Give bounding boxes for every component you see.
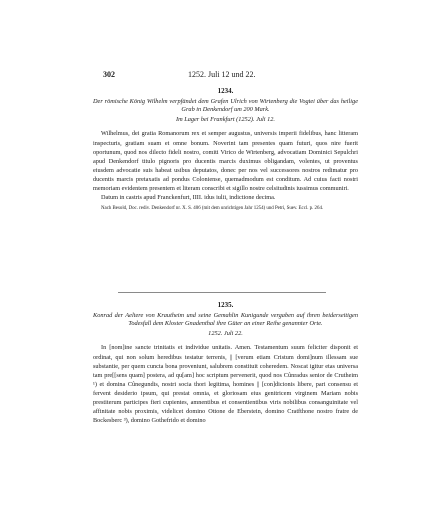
document-number: 1235. bbox=[217, 301, 234, 309]
source-note: Nach Besold, Doc. rediv. Denkendorf nr. X. S. 406 (mit dem unrichtigen Jahr 1254) und Petri, Suev. Eccl. p. 264. bbox=[101, 206, 324, 212]
header-date-range: 1252. Juli 12 und 22. bbox=[188, 70, 256, 79]
document-text: In [nom]ine sancte trinitatis et individue unitatis. Amen. Testamentum suum feliciter disponit et ordinat, qui non solum heredibus testatur terrenis, || [verum etiam Cristum domi]num illessam sue substantie, per quem cuncta bona proveniunt, salubrem constituit coheredem. Noscat igitur etas universa tam pre[[sens quam] postera, ad qu[am] hoc scriptum pervenerit, quod nos Cûnradus senior de Crutheim ¹) et domina Cûnegundis, nostri socia thori legitima, homines || [con]dicionis libere, pari consensu et fervent desiderio ipsum, qui prestat omnia, et gloriosam eius genitricem virginem Mariam nobis prestiterum participes fieri cupientes, amnentibus et consentientibus viris nobilibus consanguinitate vel affinitate nobis proximis, videlicet domino Ottone de Eberstein, domino Cratfthone nostro fratre de Bockesberc ³), domino Gothefrido et domino bbox=[93, 344, 358, 425]
document-summary: Konrad der Aeltere von Krautheim und seine Gemahlin Kunigunde vergaben auf ihren beiderseitigen Todesfall dem Kloster Gnadenthal ihre Güter an einer Reihe genannter Orte. bbox=[93, 312, 358, 328]
document-number: 1234. bbox=[217, 87, 234, 95]
document-1235 bbox=[93, 301, 358, 425]
document-dating-clause: Datum in castris apud Franckenfurt, IIII. idus iulii, indictione decima. bbox=[101, 194, 276, 202]
document-place-date: Im Lager bei Frankfurt (1252). Juli 12. bbox=[176, 116, 275, 124]
page-number: 302 bbox=[103, 70, 115, 79]
document-summary: Der römische König Wilhelm verpfändet dem Grafen Ulrich von Wirtenberg die Vogtei über das heilige Grab in Denkendorf um 200 Mark. bbox=[93, 98, 358, 114]
section-divider bbox=[118, 292, 326, 293]
document-1234 bbox=[93, 87, 358, 212]
document-place-date: 1252. Juli 22. bbox=[208, 330, 243, 338]
document-text: Wilhelmus, dei gratia Romanorum rex et semper augustus, universis imperii fidelibus, hanc litteram inspecturis, gratiam suam et omne bonum. Noverint tam presentes quam futuri, quos nire fuerit oportunum, quod nos dilecto fideli nostro, comiti Virico de Wirtenberg, advocatiam Dominici Sepulchri apud Denkendorf titulo pignoris pro ducentis marcis duximus obligandam, volentes, ut proventus eiusdem advocatie suis habeat usibus deputatos, donec per nos vel successores nostros redimatur pro ducentis marcis pretaxatis ad pondus Coloniense, quemadmodum est conditum. Ad cuius facti nostri memoriam evidentem presentem et literam conscribi et sigillo nostre celsitudinis iussimus communiri. bbox=[93, 130, 358, 192]
